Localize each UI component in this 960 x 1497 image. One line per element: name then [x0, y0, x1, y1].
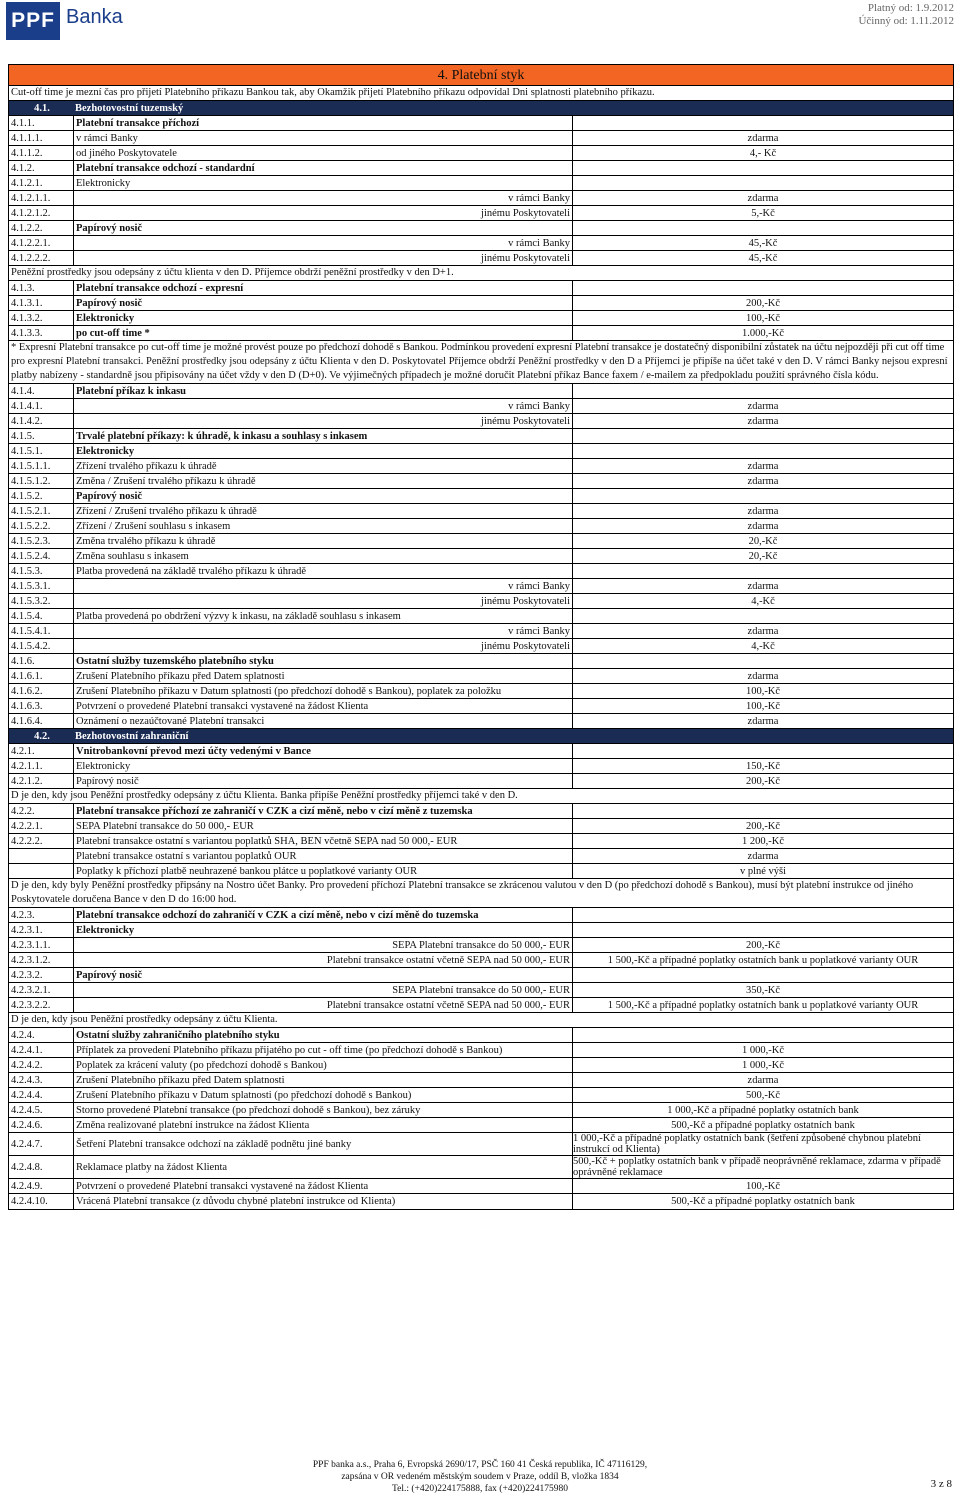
fee-row	[9, 804, 953, 819]
item-description: v rámci Banky	[508, 400, 570, 412]
item-price	[572, 221, 953, 235]
item-price: 20,-Kč	[572, 549, 953, 563]
item-number: 4.2.3.2.1.	[9, 983, 74, 997]
item-price	[572, 429, 953, 443]
item-number: 4.2.4.2.	[9, 1058, 74, 1072]
item-number: 4.1.4.2.	[9, 414, 74, 428]
fee-row	[9, 236, 953, 251]
section-header-row	[9, 101, 953, 116]
item-number: 4.1.3.	[9, 281, 74, 295]
item-price	[572, 564, 953, 578]
item-description: v rámci Banky	[508, 625, 570, 637]
item-description: Elektronicky	[76, 924, 135, 936]
item-description: Papírový nosič	[76, 969, 143, 981]
item-description: Platební transakce ostatní s variantou poplatků SHA, BEN včetně SEPA nad 50 000,- EUR	[76, 835, 458, 847]
fee-row	[9, 504, 953, 519]
item-price: 100,-Kč	[572, 684, 953, 698]
item-price	[572, 489, 953, 503]
item-price: 350,-Kč	[572, 983, 953, 997]
item-description: Zrušení Platebního příkazu v Datum splatnosti (po předchozí dohodě s Bankou)	[76, 1089, 412, 1101]
item-description: v rámci Banky	[508, 580, 570, 592]
item-description: Platba provedená po obdržení výzvy k inkasu, na základě souhlasu s inkasem	[76, 610, 401, 622]
item-description: Platební příkaz k inkasu	[76, 385, 186, 397]
fee-row	[9, 759, 953, 774]
item-number: 4.1.5.4.	[9, 609, 74, 623]
item-price	[572, 176, 953, 190]
item-description: Zřízení / Zrušení souhlasu s inkasem	[76, 520, 231, 532]
item-price: zdarma	[572, 504, 953, 518]
item-number: 4.1.5.2.2.	[9, 519, 74, 533]
item-price: zdarma	[572, 669, 953, 683]
page-number: 3 z 8	[930, 1478, 952, 1490]
item-description: Zrušení Platebního příkazu před Datem splatnosti	[76, 670, 285, 682]
fee-row	[9, 1179, 953, 1194]
item-number: 4.1.2.1.1.	[9, 191, 74, 205]
item-number: 4.1.6.1.	[9, 669, 74, 683]
item-price	[572, 804, 953, 818]
fee-row	[9, 1103, 953, 1118]
item-number: 4.1.5.	[9, 429, 74, 443]
item-price	[572, 654, 953, 668]
item-price: zdarma	[572, 579, 953, 593]
fee-row	[9, 474, 953, 489]
item-number: 4.2.2.2.	[9, 834, 74, 848]
item-description: jinému Poskytovateli	[481, 252, 570, 264]
item-description: v rámci Banky	[76, 132, 138, 144]
item-number: 4.2.	[34, 730, 50, 742]
item-price: 200,-Kč	[572, 774, 953, 788]
item-price	[572, 281, 953, 295]
item-description: Vnitrobankovní převod mezi účty vedenými v Bance	[76, 745, 311, 757]
fee-row	[9, 444, 953, 459]
item-price: zdarma	[572, 519, 953, 533]
fee-table	[8, 64, 954, 1210]
item-price	[572, 744, 953, 758]
fee-row	[9, 639, 953, 654]
item-description: Elektronicky	[76, 177, 131, 189]
item-description: Platební transakce ostatní s variantou poplatků OUR	[76, 850, 297, 862]
item-price: 1 500,-Kč a případné poplatky ostatních bank u poplatkové varianty OUR	[572, 953, 953, 967]
item-price	[572, 161, 953, 175]
fee-row	[9, 1073, 953, 1088]
fee-row	[9, 489, 953, 504]
intro-note: Cut-off time je mezní čas pro přijetí Platebního příkazu Bankou tak, aby Okamžik přijetí Platebního příkazu odpovídal Dni splatnosti platebního příkazu.	[9, 86, 953, 101]
item-description: jinému Poskytovateli	[481, 595, 570, 607]
item-description: jinému Poskytovateli	[481, 640, 570, 652]
item-description: jinému Poskytovateli	[481, 207, 570, 219]
item-number: 4.1.2.2.2.	[9, 251, 74, 265]
note-row: * Expresní Platební transakce po cut-off time je možné provést pouze po předchozí dohodě s Bankou. Podmínkou provedení expresní Platební transakce je dostatečný disponibilní zůstatek na účtu nejpozději při cut off time pro expresní Platební transakci. Peněžní prostředky jsou odepsány z účtu Klienta v den D. Poskytovatel Příjemce obdrží Peněžní prostředky v den D a Příjemci je připíše na účet také v den D. V rámci Banky nejsou expresní platby nabízeny - standardně jsou připisovány na účet vždy v den D (D+0). Ve výjimečných případech je možné doručit Platební příkaz Bance faxem / e-mailem za předpokladu použití správného čísla kódu.	[9, 341, 953, 384]
item-price: 200,-Kč	[572, 938, 953, 952]
item-description: Elektronicky	[76, 312, 135, 324]
fee-row	[9, 161, 953, 176]
fee-row	[9, 834, 953, 849]
item-number: 4.1.5.2.	[9, 489, 74, 503]
fee-row	[9, 1088, 953, 1103]
item-price	[572, 609, 953, 623]
item-description: v rámci Banky	[508, 237, 570, 249]
item-number	[9, 864, 74, 878]
item-description: SEPA Platební transakce do 50 000,- EUR	[392, 984, 570, 996]
item-price: 100,-Kč	[572, 311, 953, 325]
item-description: Platební transakce odchozí - standardní	[76, 162, 255, 174]
item-description: Platba provedená na základě trvalého příkazu k úhradě	[76, 565, 307, 577]
fee-row	[9, 221, 953, 236]
item-price: 150,-Kč	[572, 759, 953, 773]
item-number: 4.1.5.3.1.	[9, 579, 74, 593]
item-price: 500,-Kč a případné poplatky ostatních bank	[572, 1194, 953, 1209]
item-price: zdarma	[572, 1073, 953, 1087]
item-description: Ostatní služby tuzemského platebního styku	[76, 655, 274, 667]
item-description: SEPA Platební transakce do 50 000,- EUR	[76, 820, 254, 832]
banka-logo-text: Banka	[66, 6, 123, 28]
item-description: Potvrzení o provedené Platební transakci vystavené na žádost Klienta	[76, 700, 369, 712]
fee-row	[9, 564, 953, 579]
fee-row	[9, 864, 953, 879]
fee-row	[9, 206, 953, 221]
effective-from: Účinný od: 1.11.2012	[858, 15, 954, 27]
item-price: 1 200,-Kč	[572, 834, 953, 848]
validity-info	[858, 2, 954, 28]
item-number: 4.2.4.3.	[9, 1073, 74, 1087]
item-price: zdarma	[572, 191, 953, 205]
fee-row	[9, 908, 953, 923]
section-title: 4. Platební styk	[9, 65, 953, 86]
item-description: Změna trvalého příkazu k úhradě	[76, 535, 216, 547]
fee-row	[9, 699, 953, 714]
item-description: Trvalé platební příkazy: k úhradě, k inkasu a souhlasy s inkasem	[76, 430, 368, 442]
item-price	[572, 384, 953, 398]
fee-row	[9, 714, 953, 729]
item-number: 4.1.5.3.	[9, 564, 74, 578]
fee-row	[9, 191, 953, 206]
fee-row	[9, 819, 953, 834]
fee-row	[9, 296, 953, 311]
item-number: 4.2.2.	[9, 804, 74, 818]
item-description: jinému Poskytovateli	[481, 415, 570, 427]
item-number: 4.2.3.	[9, 908, 74, 922]
item-price: 1 000,-Kč a případné poplatky ostatních bank	[572, 1103, 953, 1117]
item-number: 4.1.6.3.	[9, 699, 74, 713]
fee-row	[9, 251, 953, 266]
item-number: 4.2.4.7.	[9, 1133, 74, 1155]
fee-row	[9, 1058, 953, 1073]
item-number: 4.1.5.1.2.	[9, 474, 74, 488]
footer-line: zapsána v OR vedeném městským soudem v Praze, oddíl B, vložka 1834	[341, 1472, 619, 1482]
item-description: Šetření Platební transakce odchozí na základě podnětu jiné banky	[76, 1138, 352, 1150]
fee-row	[9, 131, 953, 146]
fee-row	[9, 519, 953, 534]
item-description: Papírový nosič	[76, 490, 143, 502]
fee-row	[9, 594, 953, 609]
item-description: po cut-off time *	[76, 327, 150, 339]
item-number: 4.1.5.4.1.	[9, 624, 74, 638]
fee-row	[9, 998, 953, 1013]
fee-row	[9, 849, 953, 864]
item-number: 4.2.4.10.	[9, 1194, 74, 1209]
item-price: 4,- Kč	[572, 146, 953, 160]
item-number: 4.2.3.2.	[9, 968, 74, 982]
item-number: 4.1.4.	[9, 384, 74, 398]
item-description: Změna / Zrušení trvalého příkazu k úhradě	[76, 475, 256, 487]
item-description: Storno provedené Platební transakce (po předchozí dohodě s Bankou), bez záruky	[76, 1104, 421, 1116]
item-number: 4.2.4.5.	[9, 1103, 74, 1117]
fee-row	[9, 429, 953, 444]
item-number: 4.1.3.3.	[9, 326, 74, 340]
item-description: Vrácená Platební transakce (z důvodu chybné platební instrukce od Klienta)	[76, 1196, 396, 1207]
item-price: 1 000,-Kč	[572, 1058, 953, 1072]
footer	[260, 1459, 700, 1495]
item-price: 45,-Kč	[572, 236, 953, 250]
fee-row	[9, 923, 953, 938]
fee-row	[9, 609, 953, 624]
item-price: 500,-Kč	[572, 1088, 953, 1102]
item-description: Příplatek za provedení Platebního příkazu přijatého po cut - off time (po předchozí dohodě s Bankou)	[76, 1044, 503, 1056]
fee-row	[9, 953, 953, 968]
item-price: zdarma	[572, 459, 953, 473]
item-description: Elektronicky	[76, 760, 131, 772]
fee-row	[9, 116, 953, 131]
item-description: Zrušení Platebního příkazu před Datem splatnosti	[76, 1074, 285, 1086]
item-description: Bezhotovostní tuzemský	[75, 102, 184, 114]
fee-row	[9, 414, 953, 429]
item-number: 4.2.2.1.	[9, 819, 74, 833]
fee-row	[9, 983, 953, 998]
item-number: 4.1.6.2.	[9, 684, 74, 698]
item-price: zdarma	[572, 474, 953, 488]
item-description: Změna realizované platební instrukce na žádost Klienta	[76, 1119, 310, 1131]
fee-row	[9, 684, 953, 699]
fee-row	[9, 384, 953, 399]
footer-line: PPF banka a.s., Praha 6, Evropská 2690/17, PSČ 160 41 Česká republika, IČ 47116129,	[312, 1460, 648, 1470]
fee-row	[9, 281, 953, 296]
item-number: 4.2.3.1.1.	[9, 938, 74, 952]
item-number: 4.1.1.2.	[9, 146, 74, 160]
valid-from: Platný od: 1.9.2012	[867, 2, 954, 14]
item-number: 4.1.5.2.4.	[9, 549, 74, 563]
item-price: 1 500,-Kč a případné poplatky ostatních bank u poplatkové varianty OUR	[572, 998, 953, 1012]
fee-row	[9, 968, 953, 983]
item-description: Platební transakce ostatní včetně SEPA nad 50 000,- EUR	[326, 999, 570, 1011]
item-price	[572, 968, 953, 982]
fee-row	[9, 579, 953, 594]
fee-row	[9, 1194, 953, 1209]
item-price: 4,-Kč	[572, 639, 953, 653]
fee-row	[9, 744, 953, 759]
item-description: Platební transakce odchozí do zahraničí v CZK a cizí měně, nebo v cizí měně do tuzemska	[76, 909, 479, 921]
note-row: D je den, kdy jsou Peněžní prostředky odepsány z účtu Klienta. Banka připíše Peněžní prostředky příjemci také v den D.	[9, 789, 953, 804]
item-description: Elektronicky	[76, 445, 135, 457]
item-price	[572, 1028, 953, 1042]
item-number: 4.2.4.	[9, 1028, 74, 1042]
item-description: Změna souhlasu s inkasem	[76, 550, 189, 562]
item-number: 4.2.3.2.2.	[9, 998, 74, 1012]
fee-row	[9, 774, 953, 789]
item-price: 500,-Kč a případné poplatky ostatních bank	[572, 1118, 953, 1132]
item-number: 4.2.3.1.2.	[9, 953, 74, 967]
item-description: Platební transakce odchozí - expresní	[76, 282, 244, 294]
item-number: 4.1.2.	[9, 161, 74, 175]
note-row: D je den, kdy jsou Peněžní prostředky odepsány z účtu Klienta.	[9, 1013, 953, 1028]
fee-row	[9, 1133, 953, 1156]
note-row: Peněžní prostředky jsou odepsány z účtu klienta v den D. Příjemce obdrží peněžní prostředky v den D+1.	[9, 266, 953, 281]
fee-row	[9, 1028, 953, 1043]
item-number: 4.1.3.1.	[9, 296, 74, 310]
item-number: 4.2.4.1.	[9, 1043, 74, 1057]
item-description: SEPA Platební transakce do 50 000,- EUR	[392, 939, 570, 951]
fee-row	[9, 534, 953, 549]
fee-row	[9, 176, 953, 191]
item-description: v rámci Banky	[508, 192, 570, 204]
item-description: Bezhotovostní zahraniční	[75, 730, 189, 742]
item-price: 4,-Kč	[572, 594, 953, 608]
item-number: 4.1.2.1.	[9, 176, 74, 190]
item-number: 4.2.1.2.	[9, 774, 74, 788]
item-number: 4.2.4.4.	[9, 1088, 74, 1102]
item-number: 4.1.5.3.2.	[9, 594, 74, 608]
item-number: 4.2.4.6.	[9, 1118, 74, 1132]
fee-row	[9, 938, 953, 953]
item-price: 200,-Kč	[572, 296, 953, 310]
item-price: v plné výši	[572, 864, 953, 878]
fee-row	[9, 146, 953, 161]
item-description: Papírový nosič	[76, 222, 143, 234]
fee-row	[9, 654, 953, 669]
item-description: Poplatek za krácení valuty (po předchozí dohodě s Bankou)	[76, 1059, 327, 1071]
item-number: 4.1.	[34, 102, 50, 114]
fee-row	[9, 311, 953, 326]
item-number: 4.1.5.4.2.	[9, 639, 74, 653]
item-price: 200,-Kč	[572, 819, 953, 833]
item-description: Poplatky k příchozí platbě neuhrazené bankou plátce u poplatkové varianty OUR	[76, 865, 418, 877]
item-number: 4.1.1.	[9, 116, 74, 130]
item-price: zdarma	[572, 131, 953, 145]
item-description: Ostatní služby zahraničního platebního styku	[76, 1029, 280, 1041]
fee-row	[9, 399, 953, 414]
item-price: 45,-Kč	[572, 251, 953, 265]
item-price: 1.000,-Kč	[572, 326, 953, 340]
item-number: 4.1.3.2.	[9, 311, 74, 325]
item-description: Platební transakce příchozí ze zahraničí v CZK a cizí měně, nebo v cizí měně z tuzemska	[76, 805, 473, 817]
item-price	[572, 908, 953, 922]
item-price	[572, 444, 953, 458]
item-number: 4.1.1.1.	[9, 131, 74, 145]
item-price: zdarma	[572, 414, 953, 428]
item-price: 1 000,-Kč	[572, 1043, 953, 1057]
item-price: 500,-Kč + poplatky ostatních bank v případě neoprávněné reklamace, zdarma v případě oprávněné reklamace	[572, 1156, 953, 1178]
item-price: 1 000,-Kč a případné poplatky ostatních bank (šetření způsobené chybnou platební instrukcí od Klienta)	[572, 1133, 953, 1155]
item-price	[572, 116, 953, 130]
fee-row	[9, 1118, 953, 1133]
item-number: 4.1.2.2.1.	[9, 236, 74, 250]
item-number: 4.2.3.1.	[9, 923, 74, 937]
fee-row	[9, 326, 953, 341]
item-description: Zrušení Platebního příkazu v Datum splatnosti (po předchozí dohodě s Bankou), poplatek za položku	[76, 685, 502, 697]
item-price: zdarma	[572, 624, 953, 638]
fee-row	[9, 1156, 953, 1179]
item-price: zdarma	[572, 849, 953, 863]
section-header-row	[9, 729, 953, 744]
item-number: 4.1.4.1.	[9, 399, 74, 413]
item-number: 4.1.6.	[9, 654, 74, 668]
item-number: 4.1.5.2.3.	[9, 534, 74, 548]
note-row: D je den, kdy byly Peněžní prostředky připsány na Nostro účet Banky. Pro provedení příchozí Platební transakce se zkrácenou valutou v den D (po předchozí dohodě s Bankou), musí být platební instrukce od jiného Poskytovatele doručena Bance v den D do 16:00 hod.	[9, 879, 953, 908]
item-number: 4.2.1.1.	[9, 759, 74, 773]
item-price: zdarma	[572, 399, 953, 413]
item-number: 4.1.5.1.1.	[9, 459, 74, 473]
item-number: 4.1.2.2.	[9, 221, 74, 235]
item-price: 20,-Kč	[572, 534, 953, 548]
fee-row	[9, 549, 953, 564]
fee-row	[9, 669, 953, 684]
item-price: 100,-Kč	[572, 699, 953, 713]
item-description: Reklamace platby na žádost Klienta	[76, 1161, 228, 1173]
item-description: Papírový nosič	[76, 775, 139, 787]
item-description: Oznámení o nezaúčtované Platební transakci	[76, 715, 265, 727]
item-price: 5,-Kč	[572, 206, 953, 220]
item-description: Potvrzení o provedené Platební transakci vystavené na žádost Klienta	[76, 1180, 369, 1192]
item-description: Papírový nosič	[76, 297, 143, 309]
item-description: Platební transakce ostatní včetně SEPA nad 50 000,- EUR	[326, 954, 570, 966]
item-price	[572, 923, 953, 937]
item-description: Zřízení / Zrušení trvalého příkazu k úhradě	[76, 505, 257, 517]
item-description: Platební transakce příchozí	[76, 117, 200, 129]
item-number: 4.1.5.2.1.	[9, 504, 74, 518]
item-description: Zřízení trvalého příkazu k úhradě	[76, 460, 217, 472]
item-price: zdarma	[572, 714, 953, 728]
fee-row	[9, 459, 953, 474]
item-number: 4.1.6.4.	[9, 714, 74, 728]
footer-line: Tel.: (+420)224175888, fax (+420)224175980	[391, 1484, 568, 1494]
item-number: 4.2.1.	[9, 744, 74, 758]
item-price: 100,-Kč	[572, 1179, 953, 1193]
item-description: od jiného Poskytovatele	[76, 147, 177, 159]
fee-row	[9, 1043, 953, 1058]
item-number: 4.2.4.9.	[9, 1179, 74, 1193]
ppf-logo: PPF	[6, 2, 60, 40]
item-number: 4.1.5.1.	[9, 444, 74, 458]
item-number: 4.1.2.1.2.	[9, 206, 74, 220]
item-number	[9, 849, 74, 863]
item-number: 4.2.4.8.	[9, 1156, 74, 1178]
fee-row	[9, 624, 953, 639]
